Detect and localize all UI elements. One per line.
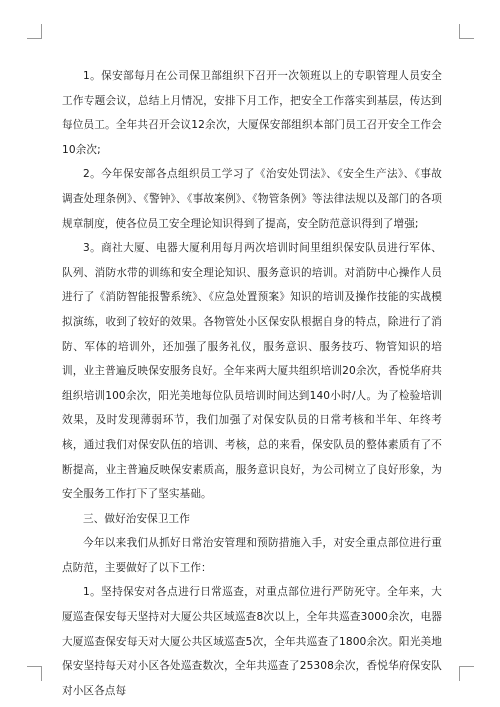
- paragraph-intro: 今年以来我们从抓好日常治安管理和预防措施入手，对安全重点部位进行重点防范，主要做好了以下工作：: [62, 537, 442, 574]
- crop-mark-bottom-left: [27, 666, 42, 681]
- paragraph-study: 2。今年保安部各点组织员工学习了《治安处罚法》、《安全生产法》、《事故调查处理条例》、《警钟》、《事故案例》、《物管条例》等法律法规以及部门的各项规章制度，使各位员工安全理论知识得到了提高，安全防范意识得到了增强;: [62, 168, 442, 230]
- document-body: [62, 64, 442, 703]
- paragraph-training: 3。商社大厦、电器大厦利用每月两次培训时间里组织保安队员进行军体、队列、消防水带的训练和安全理论知识、服务意识的培训。对消防中心操作人员进行了《消防智能报警系统》、《应急处置预案》知识的培训及操作技能的实战模拟演练，收到了较好的效果。各物管处小区保安队根据自身的特点，除进行了消防、军体的培训外，还加强了服务礼仪，服务意识、服务技巧、物管知识的培训，业主普遍反映保安服务良好。全年来两大厦共组织培训20余次，香悦华府共组织培训100余次，阳光美地每位队员培训时间达到140小时/人。为了检验培训效果，及时发现薄弱环节，我们加强了对保安队员的日常考核和半年、年终考核，通过我们对保安队伍的培训、考核，总的来看，保安队员的整体素质有了不断提高，业主普遍反映保安素质高，服务意识良好，为公司树立了良好形象，为安全服务工作打下了坚实基础。: [62, 242, 442, 501]
- crop-mark-bottom-right: [459, 666, 474, 681]
- section-heading: 三、做好治安保卫工作: [83, 512, 190, 525]
- crop-mark-top-right: [459, 24, 474, 39]
- paragraph-meeting: 1。保安部每月在公司保卫部组织下召开一次领班以上的专职管理人员安全工作专题会议，总结上月情况，安排下月工作，把安全工作落实到基层，传达到每位员工。全年共召开会议12余次，大厦保安部组织本部门员工召开安全工作会10余次;: [62, 70, 442, 156]
- crop-mark-top-left: [27, 24, 42, 39]
- paragraph-patrol: 1。坚持保安对各点进行日常巡查，对重点部位进行严防死守。全年来，大厦巡查保安每天坚持对大厦公共区域巡查8次以上，全年共巡查3000余次，电器大厦巡查保安每天对大厦公共区域巡查5次，全年共巡查了1800余次。阳光美地保安坚持每天对小区各处巡查数次，全年共巡查了25308余次，香悦华府保安队对小区各点每: [62, 586, 442, 697]
